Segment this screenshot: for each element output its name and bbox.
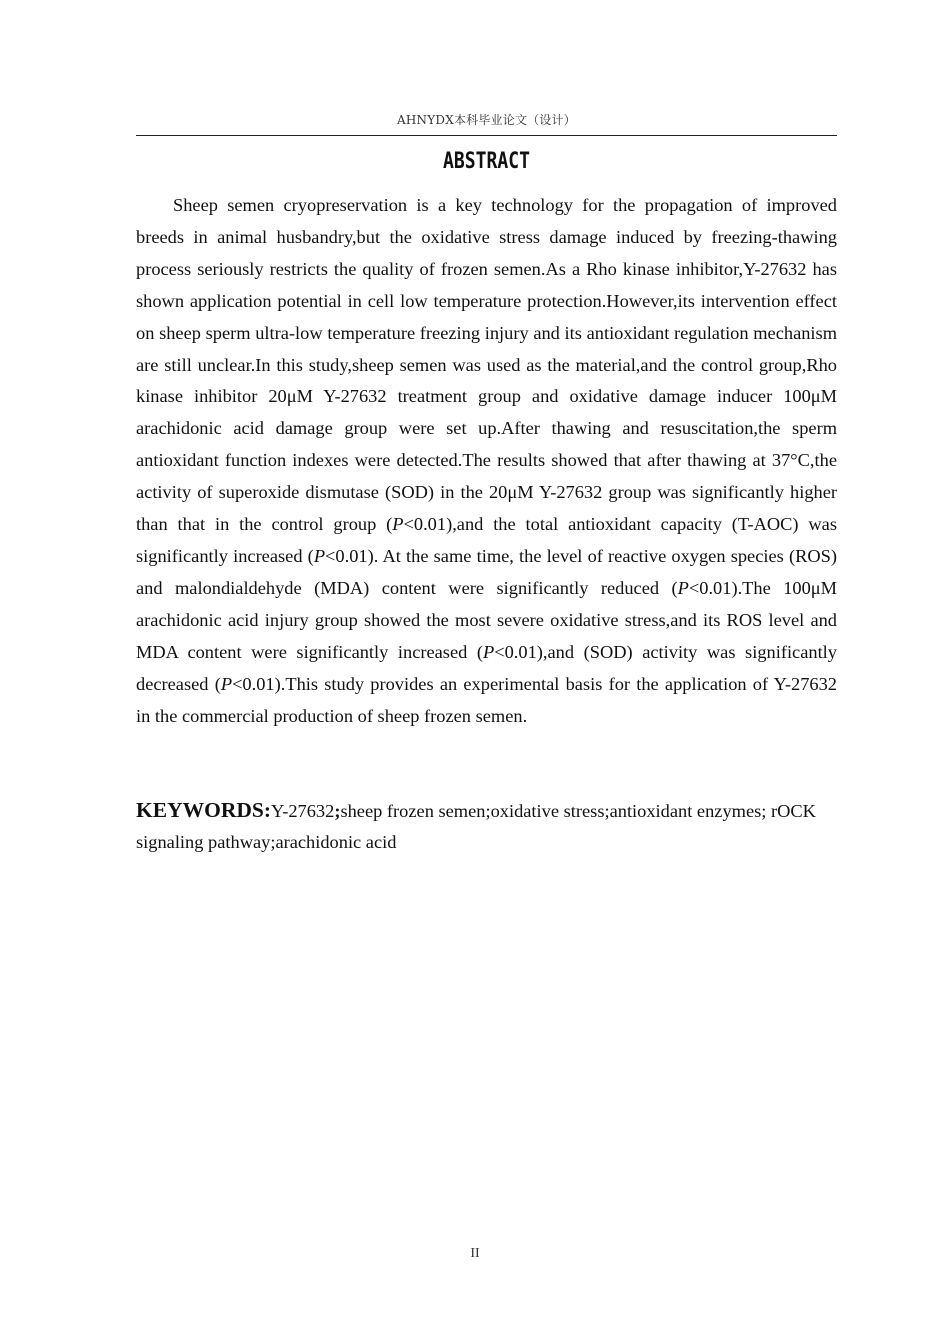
abstract-paragraph (136, 190, 837, 732)
abstract-text: <0.01). At the same time, the level of reactive oxygen species (ROS) and malondialdehyde (MDA) content were significantly reduced ( (136, 545, 837, 598)
p-value-symbol: P (392, 514, 404, 535)
keywords-list: sheep frozen semen;oxidative stress;antioxidant enzymes; rOCK signaling pathway;arachidonic acid (136, 801, 816, 852)
abstract-text: <0.01).The 100μM arachidonic acid injury group showed the most severe oxidative stress,and its ROS level and MDA content were significantly increased ( (136, 577, 838, 662)
abstract-text: <0.01),and (SOD) activity was significantly decreased ( (136, 641, 837, 694)
keyword-separator: ; (334, 801, 341, 821)
p-value-symbol: P (220, 673, 233, 694)
abstract-text: Sheep semen cryopreservation is a key technology for the propagation of improved breeds in animal husbandry,but the oxidative stress damage induced by freezing-thawing process seriously restricts the quality of frozen semen.As a Rho kinase inhibitor,Y-27632 has shown application potential in cell low temperature protection.However,its intervention effect on sheep sperm ultra-low temperature freezing injury and its antioxidant regulation mechanism are still unclear.In this study,sheep semen was used as the material,and the control group,Rho kinase inhibitor 20μM Y-27632 treatment group and oxidative damage inducer 100μM arachidonic acid damage group were set up.After thawing and resuscitation,the sperm antioxidant function indexes were detected.The results showed that after thawing at 37°C,the activity of superoxide dismutase (SOD) in the 20μM Y-27632 group was significantly higher than that in the control group ( (136, 195, 837, 535)
abstract-text: <0.01).This study provides an experimental basis for the application of Y-27632 in the commercial production of sheep frozen semen. (136, 673, 837, 726)
header-rule (136, 135, 837, 136)
p-value-symbol: P (313, 545, 326, 566)
keywords-line (136, 795, 837, 858)
running-header: AHNYDX本科毕业论文（设计） (397, 113, 576, 127)
p-value-symbol: P (483, 641, 495, 662)
p-value-symbol: P (677, 577, 689, 598)
abstract-text: <0.01),and the total antioxidant capacity (T-AOC) was significantly increased ( (136, 514, 837, 566)
page-number: II (470, 1246, 480, 1261)
keyword-first: Y-27632 (270, 801, 335, 821)
keywords-label: KEYWORDS: (136, 798, 271, 822)
abstract-title: ABSTRACT (443, 149, 530, 174)
